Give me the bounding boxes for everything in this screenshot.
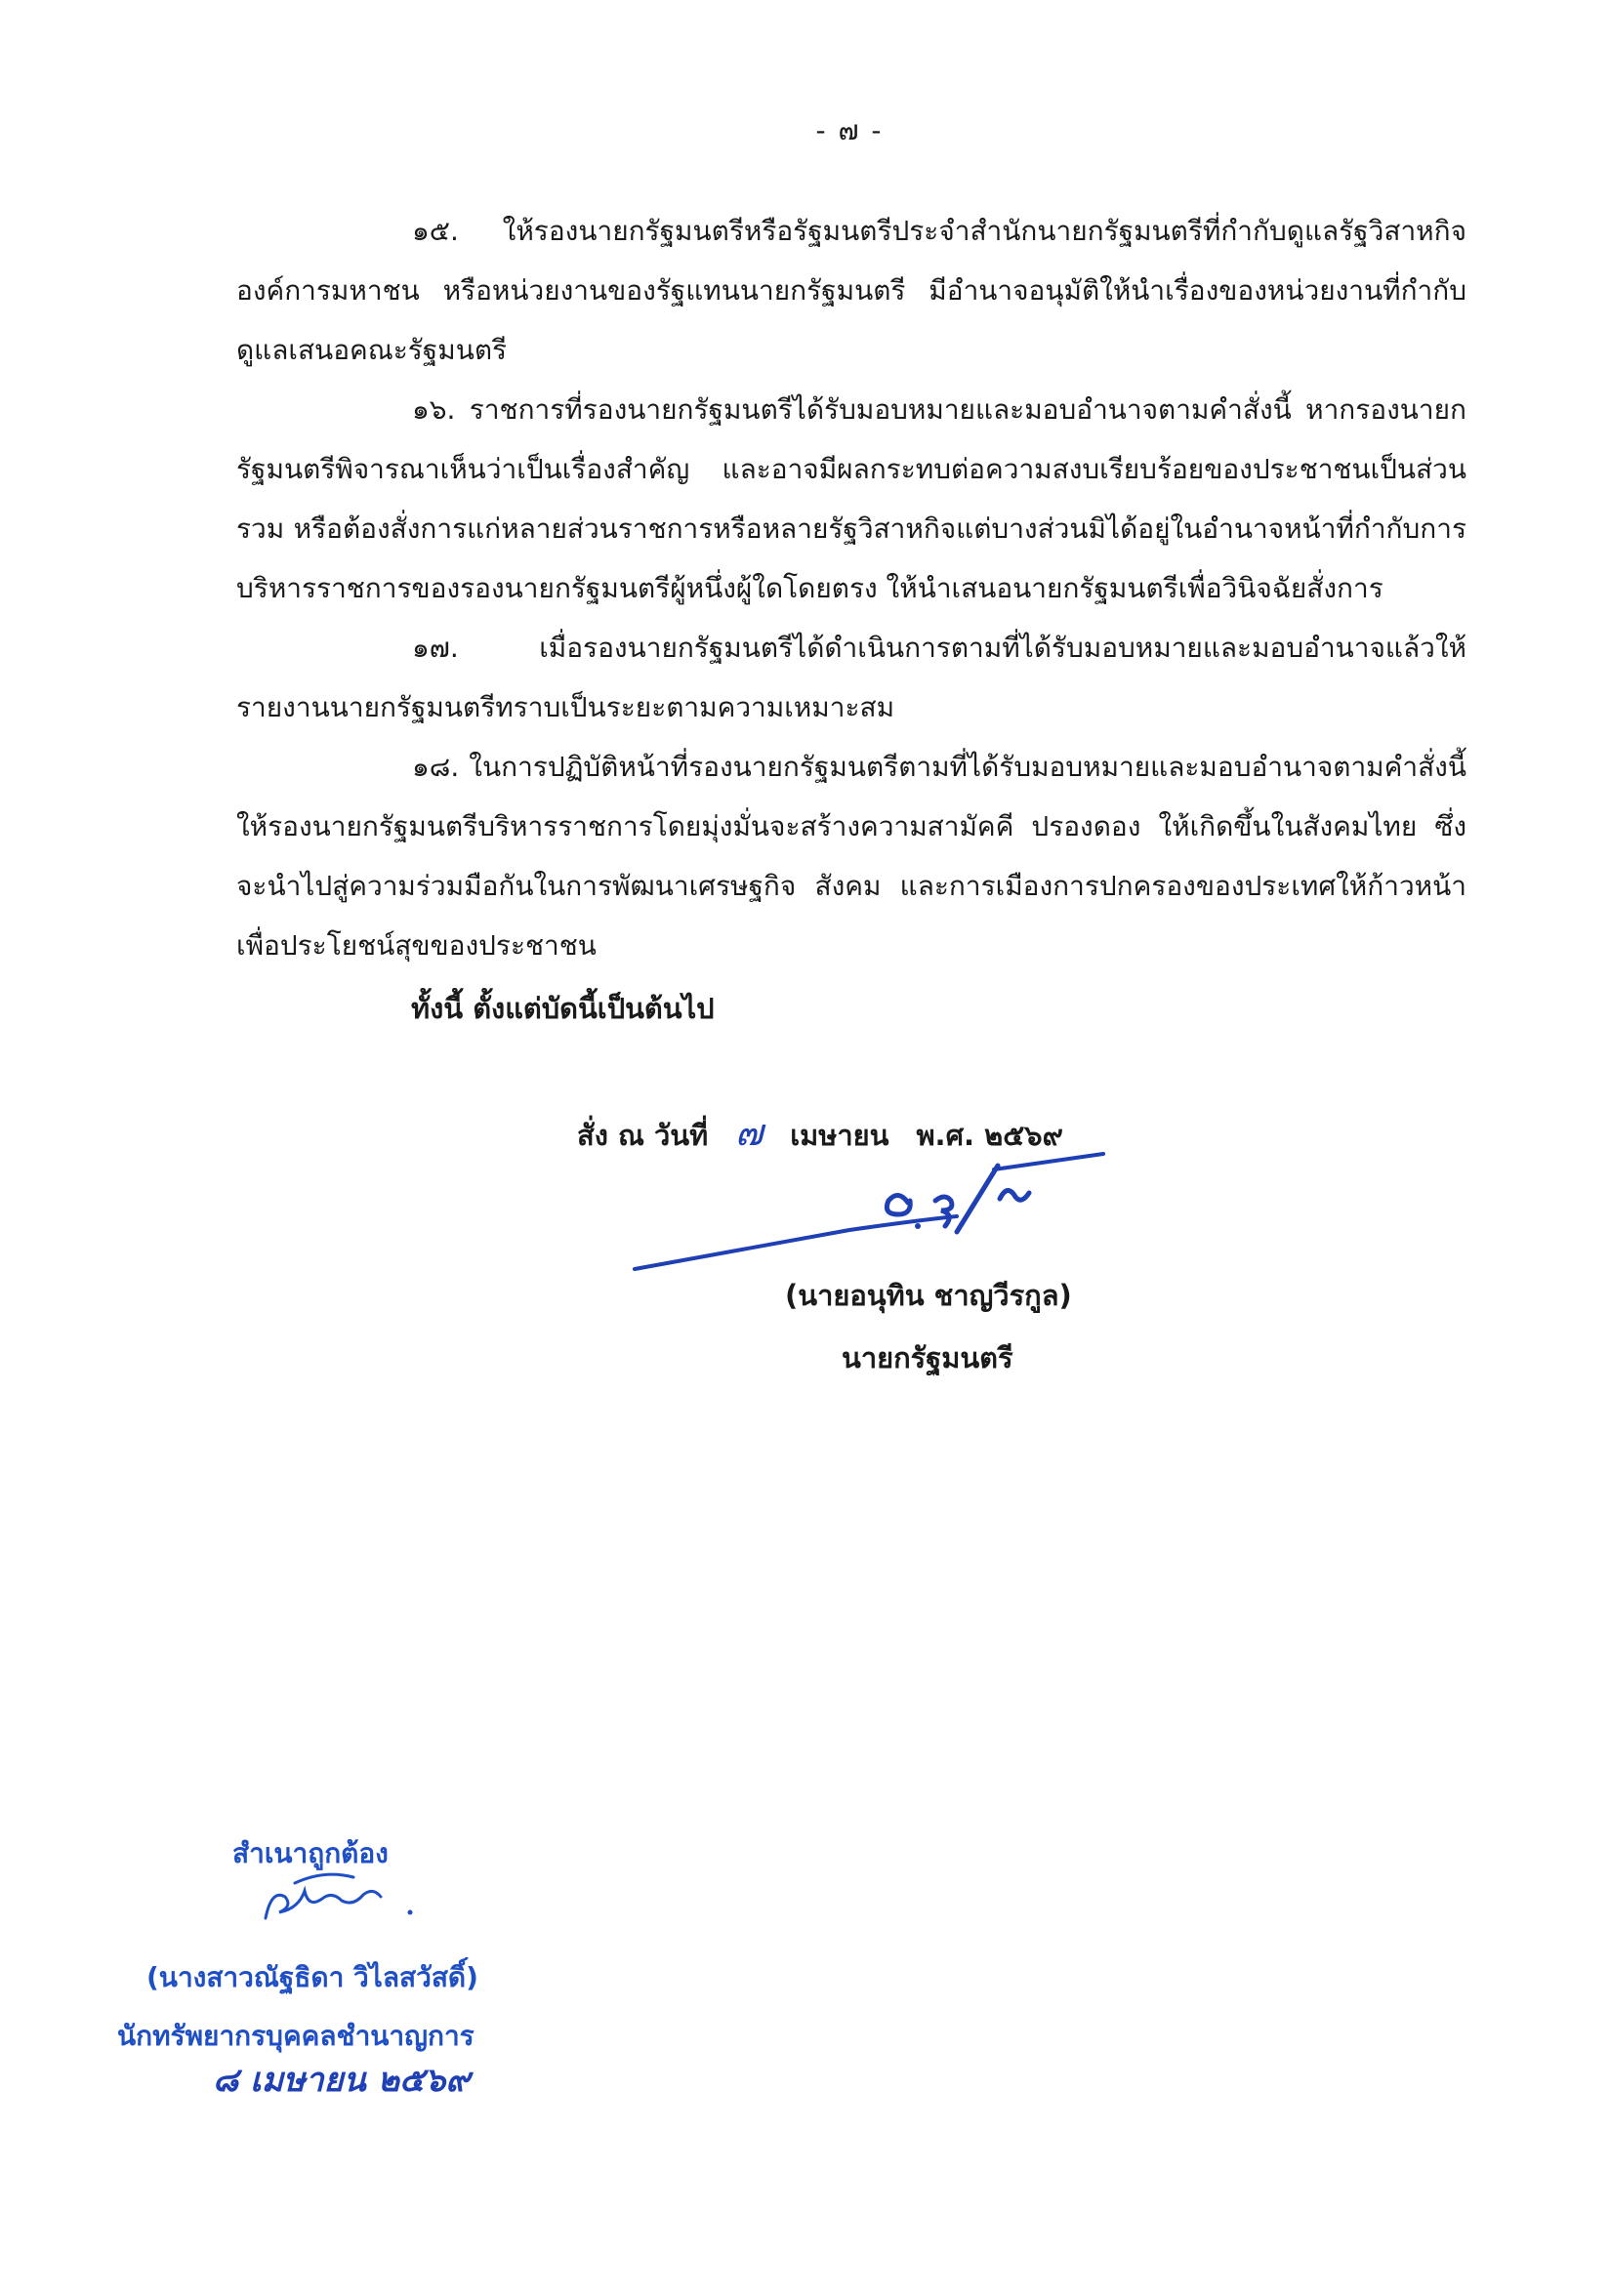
signer-name: (นายอนุทิน ชาญวีรกูล)	[785, 1279, 1072, 1312]
clause-16	[236, 380, 1466, 618]
certifier-name: (นางสาวณัฐธิดา วิไลสวัสดิ์)	[146, 1961, 478, 1993]
clause-number: ๑๕.	[412, 215, 459, 247]
effective-statement: ทั้งนี้ ตั้งแต่บัดนี้เป็นต้นไป	[411, 992, 715, 1025]
date-month: เมษายน	[790, 1119, 889, 1152]
clause-18	[236, 737, 1466, 975]
date-prefix: สั่ง ณ วันที่	[577, 1119, 709, 1152]
page-number: - ๗ -	[815, 114, 884, 146]
signer-title: นายกรัฐมนตรี	[842, 1341, 1013, 1374]
handwritten-day: ๗	[734, 1111, 764, 1154]
clause-text: ราชการที่รองนายกรัฐมนตรีได้รับมอบหมายและมอบอำนาจตามคำสั่งนี้ หากรองนายกรัฐมนตรีพิจารณาเห็นว่าเป็นเรื่องสำคัญ และอาจมีผลกระทบต่อความสงบเรียบร้อยของประชาชนเป็นส่วนรวม หรือต้องสั่งการแก่หลายส่วนราชการหรือหลายรัฐวิสาหกิจแต่บางส่วนมิได้อยู่ในอำนาจหน้าที่กำกับการบริหารราชการของรองนายกรัฐมนตรีผู้หนึ่งผู้ใดโดยตรง ให้นำเสนอนายกรัฐมนตรีเพื่อวินิจฉัยสั่งการ	[236, 393, 1466, 604]
prime-minister-signature	[625, 1152, 1113, 1279]
clause-text: เมื่อรองนายกรัฐมนตรีได้ดำเนินการตามที่ได้รับมอบหมายและมอบอำนาจแล้วให้รายงานนายกรัฐมนตรีทราบเป็นระยะตามความเหมาะสม	[236, 632, 1466, 723]
certifier-signature	[256, 1869, 422, 1928]
certified-copy-label: สำเนาถูกต้อง	[232, 1837, 389, 1869]
certification-date: ๘ เมษายน ๒๕๖๙	[213, 2061, 471, 2100]
clause-number: ๑๘.	[412, 751, 460, 783]
date-year: พ.ศ. ๒๕๖๙	[916, 1119, 1063, 1152]
clause-number: ๑๖.	[412, 393, 456, 426]
clause-text: ในการปฏิบัติหน้าที่รองนายกรัฐมนตรีตามที่ได้รับมอบหมายและมอบอำนาจตามคำสั่งนี้ ให้รองนายกรัฐมนตรีบริหารราชการโดยมุ่งมั่นจะสร้างความสามัคคี ปรองดอง ให้เกิดขึ้นในสังคมไทย ซึ่งจะนำไปสู่ความร่วมมือกันในการพัฒนาเศรษฐกิจ สังคม และการเมืองการปกครองของประเทศให้ก้าวหน้าเพื่อประโยชน์สุขของประชาชน	[236, 751, 1466, 962]
order-body	[236, 201, 1466, 975]
clause-17	[236, 618, 1466, 737]
certifier-position: นักทรัพยากรบุคคลชำนาญการ	[117, 2020, 475, 2052]
clause-15	[236, 201, 1466, 380]
clause-text: ให้รองนายกรัฐมนตรีหรือรัฐมนตรีประจำสำนักนายกรัฐมนตรีที่กำกับดูแลรัฐวิสาหกิจ องค์การมหาชน หรือหน่วยงานของรัฐแทนนายกรัฐมนตรี มีอำนาจอนุมัติให้นำเรื่องของหน่วยงานที่กำกับดูแลเสนอคณะรัฐมนตรี	[236, 215, 1466, 366]
clause-number: ๑๗.	[412, 632, 459, 664]
